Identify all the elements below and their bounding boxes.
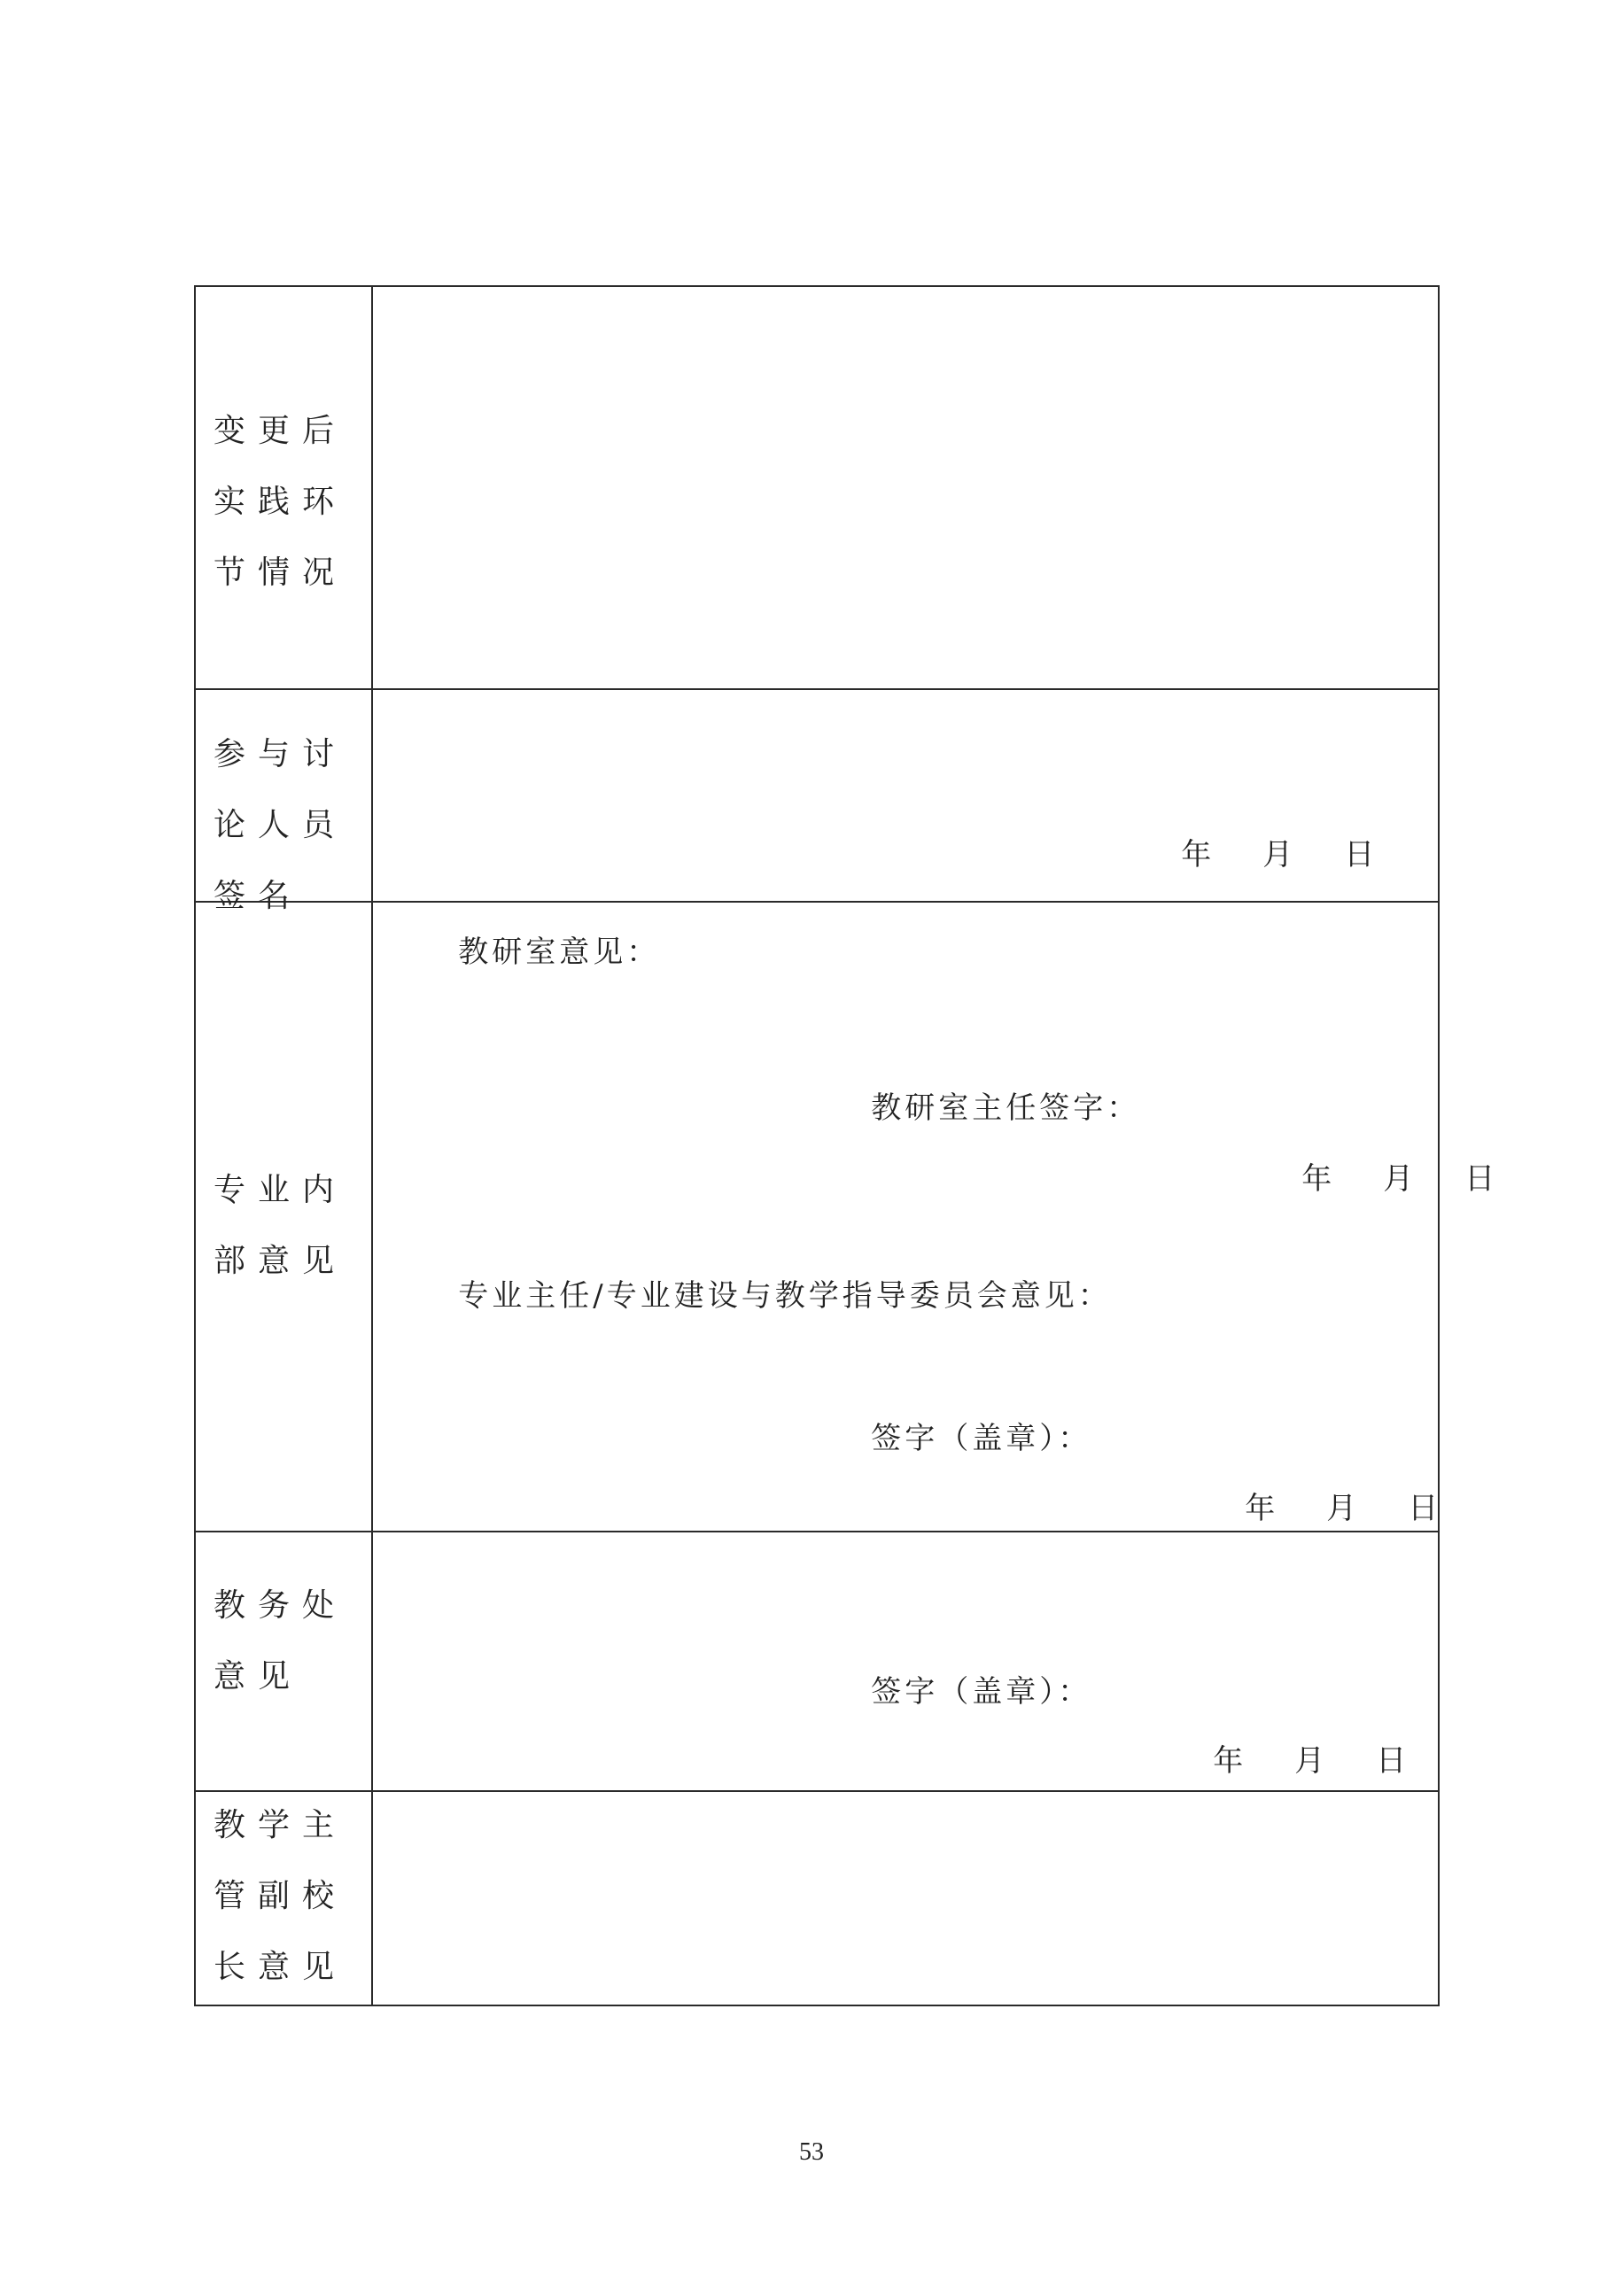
label-cell [195, 1791, 372, 2005]
content-cell-practice-after-change[interactable] [372, 286, 1439, 689]
date-month: 月 [1326, 1491, 1357, 1526]
row-practice-after-change [195, 286, 1439, 689]
page-number: 53 [799, 2138, 824, 2166]
row-label-vice-principal: 教学主管副校长意见 [214, 1807, 347, 1985]
date-line [1213, 1743, 1406, 1779]
teaching-office-director-signature-label: 教研室主任签字： [871, 1090, 1141, 1126]
row-vice-principal [195, 1791, 1439, 2005]
label-cell [195, 902, 372, 1532]
row-label-internal-opinion: 专业内部意见 [214, 1172, 347, 1279]
approval-form-table [194, 285, 1495, 2006]
date-year: 年 [1245, 1491, 1276, 1526]
row-internal-opinion [195, 902, 1439, 1532]
row-label-practice-after-change: 变更后实践环节情况 [214, 413, 347, 591]
date-day: 日 [1464, 1161, 1495, 1197]
date-year: 年 [1181, 837, 1212, 873]
date-month: 月 [1262, 837, 1293, 873]
content-cell-vice-principal[interactable] [372, 1791, 1439, 2005]
major-committee-opinion-title: 专业主任/专业建设与教学指导委员会意见： [458, 1278, 1112, 1314]
major-committee-signature-label: 签字（盖章）： [871, 1421, 1092, 1456]
content-cell-discussion-signatures[interactable] [372, 689, 1439, 902]
date-line [1245, 1491, 1438, 1526]
content-cell-internal-opinion[interactable] [372, 902, 1495, 1532]
label-cell [195, 689, 372, 914]
label-cell [195, 286, 372, 689]
label-cell [195, 1532, 372, 1791]
date-month: 月 [1294, 1743, 1325, 1779]
date-year: 年 [1301, 1161, 1332, 1197]
date-day: 日 [1344, 837, 1375, 873]
date-year: 年 [1213, 1743, 1244, 1779]
row-discussion-signatures [195, 689, 1439, 902]
content-cell-academic-affairs[interactable] [372, 1532, 1439, 1791]
teaching-office-opinion-title: 教研室意见： [458, 935, 661, 970]
row-label-academic-affairs: 教务处意见 [214, 1587, 347, 1695]
row-academic-affairs [195, 1532, 1439, 1791]
date-day: 日 [1376, 1743, 1407, 1779]
date-line [1181, 837, 1374, 873]
date-month: 月 [1383, 1161, 1414, 1197]
date-day: 日 [1408, 1491, 1439, 1526]
date-line [1301, 1161, 1495, 1197]
row-label-discussion-signatures: 参与讨论人员签名 [214, 736, 347, 914]
academic-affairs-signature-label: 签字（盖章）： [871, 1674, 1092, 1710]
